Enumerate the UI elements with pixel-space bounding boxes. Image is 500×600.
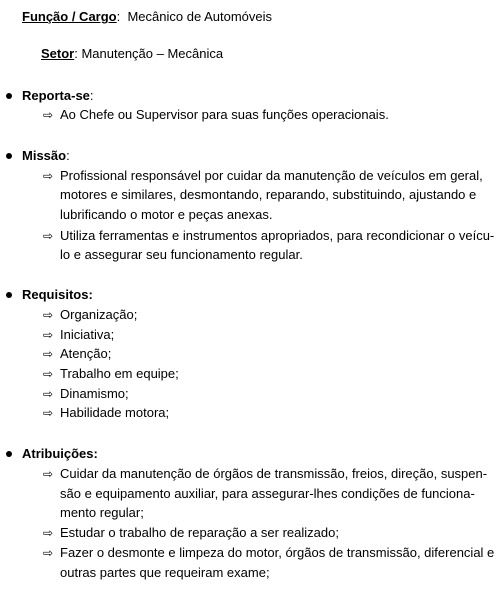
missao-item-1-line-2: motores e similares, desmontando, reparando, substituindo, ajustando e (60, 187, 477, 202)
setor-colon: : (74, 46, 82, 61)
bullet-dot-icon (6, 153, 12, 159)
arrow-icon: ⇨ (43, 328, 54, 342)
requisito-item: Organização; (60, 307, 138, 322)
atribuicao-item-3-line-1: Fazer o desmonte e limpeza do motor, órgãos de transmissão, diferencial e (60, 545, 495, 560)
funcao-line (22, 9, 272, 25)
atribuicao-item-1-line-1: Cuidar da manutenção de órgãos de transmissão, freios, direção, suspen- (60, 466, 488, 481)
setor-value: Manutenção – Mecânica (81, 46, 224, 61)
funcao-label: Função / Cargo (22, 9, 117, 24)
atribuicao-item-3-line-2: outras partes que requeiram exame; (60, 565, 270, 580)
reporta-heading: Reporta-se: (22, 88, 94, 103)
missao-item-2-line-2: lo e assegurar seu funcionamento regular. (60, 247, 303, 262)
atribuicoes-title: Atribuições: (22, 446, 98, 461)
requisito-item: Iniciativa; (60, 327, 115, 342)
missao-heading: Missão: (22, 148, 70, 163)
atribuicao-item-1-line-3: mento regular; (60, 505, 144, 520)
requisitos-title: Requisitos: (22, 287, 93, 302)
arrow-icon: ⇨ (43, 467, 54, 481)
funcao-colon: : (116, 9, 128, 24)
arrow-icon: ⇨ (43, 229, 54, 243)
requisito-item: Habilidade motora; (60, 405, 170, 420)
arrow-icon: ⇨ (43, 367, 54, 381)
atribuicao-item-1-line-2: são e equipamento auxiliar, para assegurar-lhes condições de funciona- (60, 486, 475, 501)
arrow-icon: ⇨ (43, 526, 54, 540)
reporta-item: Ao Chefe ou Supervisor para suas funções operacionais. (60, 107, 389, 122)
missao-item-1-line-3: lubrificando o motor e peças anexas. (60, 207, 273, 222)
requisito-item: Dinamismo; (60, 386, 129, 401)
funcao-value: Mecânico de Automóveis (127, 9, 272, 24)
requisito-item: Trabalho em equipe; (60, 366, 179, 381)
missao-item-2-line-1: Utiliza ferramentas e instrumentos apropriados, para recondicionar o veícu- (60, 228, 495, 243)
bullet-dot-icon (6, 93, 12, 99)
bullet-dot-icon (6, 292, 12, 298)
requisito-item: Atenção; (60, 346, 112, 361)
arrow-icon: ⇨ (43, 169, 54, 183)
requisitos-heading (22, 287, 93, 303)
arrow-icon: ⇨ (43, 546, 54, 560)
arrow-icon: ⇨ (43, 308, 54, 322)
missao-item-1-line-1: Profissional responsável por cuidar da manutenção de veículos em geral, (60, 168, 483, 183)
atribuicao-item-2-line-1: Estudar o trabalho de reparação a ser realizado; (60, 525, 339, 540)
setor-label: Setor (41, 46, 75, 61)
arrow-icon: ⇨ (43, 406, 54, 420)
missao-title: Missão (22, 148, 67, 163)
setor-line (41, 46, 223, 62)
arrow-icon: ⇨ (43, 108, 54, 122)
bullet-dot-icon (6, 451, 12, 457)
arrow-icon: ⇨ (43, 387, 54, 401)
reporta-title: Reporta-se (22, 88, 90, 103)
arrow-icon: ⇨ (43, 347, 54, 361)
atribuicoes-heading (22, 446, 98, 462)
